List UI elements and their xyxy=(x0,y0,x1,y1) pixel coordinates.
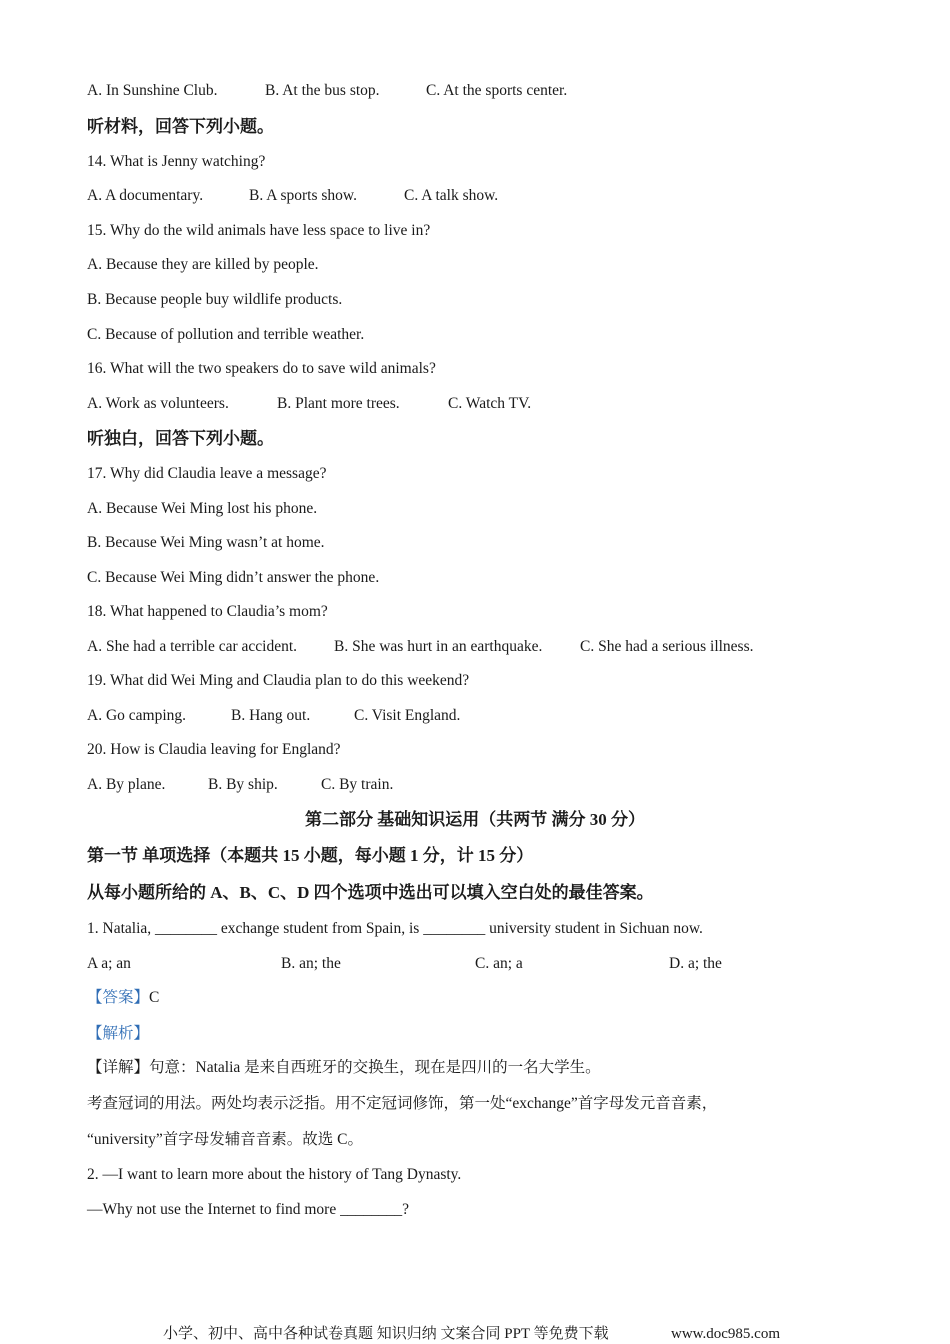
mc1-answer xyxy=(87,988,159,1008)
mc1-option-b: B. an; the xyxy=(281,955,341,972)
q20-option-c: C. By train. xyxy=(321,776,394,793)
q18-options xyxy=(87,637,754,657)
q15-option-b: B. Because people buy wildlife products. xyxy=(87,291,343,308)
mc1-option-d: D. a; the xyxy=(669,955,722,972)
q17-option-b: B. Because Wei Ming wasn’t at home. xyxy=(87,534,325,551)
q20-option-a: A. By plane. xyxy=(87,776,166,793)
q18-option-a: A. She had a terrible car accident. xyxy=(87,638,298,655)
part2-instruction: 从每小题所给的 A、B、C、D 四个选项中选出可以填入空白处的最佳答案。 xyxy=(87,883,654,902)
section-heading-dialogue: 听材料，回答下列小题。 xyxy=(87,117,274,136)
q17-option-a: A. Because Wei Ming lost his phone. xyxy=(87,500,318,517)
section-heading-monologue: 听独白，回答下列小题。 xyxy=(87,429,274,448)
q20-question: 20. How is Claudia leaving for England? xyxy=(87,741,341,758)
q18-option-b: B. She was hurt in an earthquake. xyxy=(334,638,543,655)
q16-options xyxy=(87,394,532,414)
page-footer xyxy=(163,1324,781,1344)
q14-question: 14. What is Jenny watching? xyxy=(87,153,266,170)
q13-options xyxy=(87,81,568,101)
mc1-options xyxy=(87,954,722,974)
answer-value: C xyxy=(149,989,160,1006)
footer-url[interactable]: www.doc985.com xyxy=(671,1326,781,1342)
detail-tag: 【详解】 xyxy=(87,1059,150,1076)
footer-text: 小学、初中、高中各种试卷真题 知识归纳 文案合同 PPT 等免费下载 xyxy=(163,1326,609,1342)
q14-option-b: B. A sports show. xyxy=(249,187,357,204)
q19-question: 19. What did Wei Ming and Claudia plan to do this weekend? xyxy=(87,672,470,689)
mc1-detail xyxy=(87,1058,601,1078)
mc2-line2: —Why not use the Internet to find more ________? xyxy=(87,1201,409,1218)
q20-options xyxy=(87,775,394,795)
q16-question: 16. What will the two speakers do to save wild animals? xyxy=(87,360,436,377)
q18-option-c: C. She had a serious illness. xyxy=(580,638,754,655)
q17-option-c: C. Because Wei Ming didn’t answer the phone. xyxy=(87,569,380,586)
q19-option-c: C. Visit England. xyxy=(354,707,461,724)
q15-option-c: C. Because of pollution and terrible weather. xyxy=(87,326,365,343)
mc1-option-c: C. an; a xyxy=(475,955,523,972)
analysis-tag: 【解析】 xyxy=(87,1025,150,1042)
q20-option-b: B. By ship. xyxy=(208,776,278,793)
q18-question: 18. What happened to Claudia’s mom? xyxy=(87,603,328,620)
q13-option-b: B. At the bus stop. xyxy=(265,82,380,99)
q13-option-c: C. At the sports center. xyxy=(426,82,568,99)
q16-option-c: C. Watch TV. xyxy=(448,395,532,412)
mc1-explain-line1: 考查冠词的用法。两处均表示泛指。用不定冠词修饰，第一处“exchange”首字母发元音音素， xyxy=(87,1095,718,1112)
answer-tag: 【答案】 xyxy=(87,989,150,1006)
part2-section1-heading: 第一节 单项选择（本题共 15 小题，每小题 1 分，计 15 分） xyxy=(87,846,534,865)
q15-option-a: A. Because they are killed by people. xyxy=(87,256,319,273)
q19-option-a: A. Go camping. xyxy=(87,707,187,724)
q14-option-a: A. A documentary. xyxy=(87,187,204,204)
mc1-option-a: A a; an xyxy=(87,955,131,972)
q14-option-c: C. A talk show. xyxy=(404,187,499,204)
q14-options xyxy=(87,186,499,206)
q19-option-b: B. Hang out. xyxy=(231,707,311,724)
q16-option-a: A. Work as volunteers. xyxy=(87,395,229,412)
q13-option-a: A. In Sunshine Club. xyxy=(87,82,218,99)
q16-option-b: B. Plant more trees. xyxy=(277,395,400,412)
q15-question: 15. Why do the wild animals have less space to live in? xyxy=(87,222,431,239)
q17-question: 17. Why did Claudia leave a message? xyxy=(87,465,327,482)
mc2-line1: 2. —I want to learn more about the history of Tang Dynasty. xyxy=(87,1166,462,1183)
detail-text: 句意：Natalia 是来自西班牙的交换生，现在是四川的一名大学生。 xyxy=(149,1059,601,1076)
part2-title: 第二部分 基础知识运用（共两节 满分 30 分） xyxy=(305,810,645,829)
mc1-question: 1. Natalia, ________ exchange student from Spain, is ________ university student in Sichuan now. xyxy=(87,920,703,937)
q19-options xyxy=(87,706,461,726)
mc1-explain-line2: “university”首字母发辅音音素。故选 C。 xyxy=(87,1131,363,1148)
